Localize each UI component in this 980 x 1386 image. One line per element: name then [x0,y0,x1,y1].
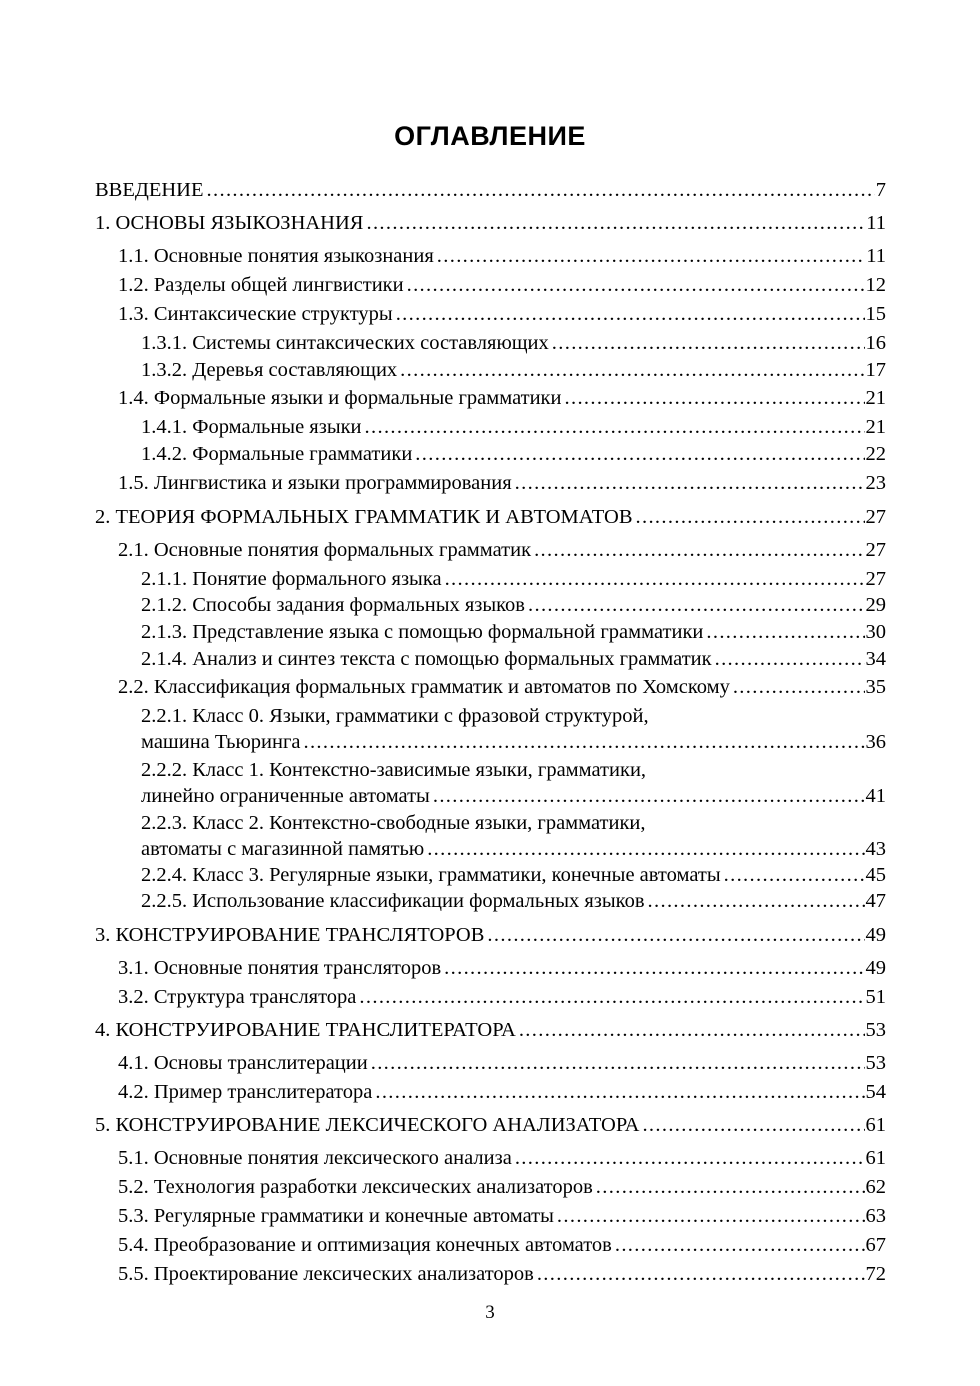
toc-entry-page: 54 [865,1081,886,1103]
dot-leader [648,887,865,915]
toc-entry-title: 1.2. Разделы общей лингвистики [118,274,404,296]
toc-entry[interactable] [118,1231,886,1259]
dot-leader [552,329,865,357]
toc-entry-page: 11 [866,212,886,234]
toc-entry-title: машина Тьюринга [141,731,301,753]
toc-entry-page: 35 [865,676,886,698]
toc-entry-title: 1.4. Формальные языки и формальные грамматики [118,387,562,409]
toc-entry[interactable] [141,861,886,889]
toc-entry[interactable] [95,209,886,237]
toc-entry[interactable] [118,673,886,701]
dot-leader [445,565,865,593]
toc-entry[interactable] [141,782,886,810]
toc-entry-page: 62 [865,1176,886,1198]
dot-leader [537,1260,865,1288]
toc-entry-first-line: 2.2.2. Класс 1. Контекстно-зависимые языки, грамматики, [141,759,647,781]
dot-leader [427,835,864,863]
dot-leader [366,209,865,237]
toc-entry-title: 2.1.1. Понятие формального языка [141,568,442,590]
toc-entry-page: 17 [865,359,886,381]
toc-entry[interactable] [141,618,886,646]
toc-entry[interactable] [141,413,886,441]
toc-entry-page: 16 [865,332,886,354]
toc-entry-page: 29 [865,594,886,616]
toc-entry[interactable] [141,591,886,619]
toc-entry-page: 53 [865,1052,886,1074]
dot-leader [596,1173,865,1201]
toc-entry-title: 1.1. Основные понятия языкознания [118,245,434,267]
toc-entry-page: 11 [866,245,886,267]
toc-entry-first-line: 2.2.3. Класс 2. Контекстно-свободные языки, грамматики, [141,812,646,834]
dot-leader [303,728,864,756]
toc-entry[interactable] [118,1049,886,1077]
toc-entry-page: 27 [865,539,886,561]
toc-entry[interactable] [141,728,886,756]
toc-entry-title: 3. КОНСТРУИРОВАНИЕ ТРАНСЛЯТОРОВ [95,924,485,946]
toc-entry-title: ВВЕДЕНИЕ [95,179,204,201]
dot-leader [415,440,864,468]
toc-entry-page: 27 [865,568,886,590]
toc-entry[interactable] [118,983,886,1011]
toc-entry-title: 1. ОСНОВЫ ЯЗЫКОЗНАНИЯ [95,212,364,234]
toc-entry-page: 63 [865,1205,886,1227]
toc-entry-first-line: 2.2.1. Класс 0. Языки, грамматики с фразовой структурой, [141,705,649,727]
toc-entry-page: 7 [875,179,886,201]
toc-entry-page: 34 [865,648,886,670]
toc-entry-page: 22 [865,443,886,465]
toc-entry[interactable] [141,440,886,468]
toc-entry-page: 45 [865,864,886,886]
toc-entry-page: 36 [865,731,886,753]
dot-leader [715,645,865,673]
toc-entry-page: 12 [865,274,886,296]
toc-entry-title: 5. КОНСТРУИРОВАНИЕ ЛЕКСИЧЕСКОГО АНАЛИЗАТОРА [95,1114,640,1136]
toc-entry[interactable] [118,1078,886,1106]
dot-leader [207,176,875,204]
dot-leader [519,1016,865,1044]
toc-entry-title: 2.2. Классификация формальных грамматик и автоматов по Хомскому [118,676,730,698]
dot-leader [359,983,864,1011]
dot-leader [444,954,864,982]
toc-entry[interactable] [118,469,886,497]
toc-entry-title: 5.5. Проектирование лексических анализаторов [118,1263,534,1285]
toc-entry[interactable] [95,921,886,949]
toc-entry-title: 4. КОНСТРУИРОВАНИЕ ТРАНСЛИТЕРАТОРА [95,1019,516,1041]
toc-entry[interactable] [118,271,886,299]
toc-entry-page: 67 [865,1234,886,1256]
toc-entry-page: 15 [865,303,886,325]
dot-leader [400,356,864,384]
toc-entry[interactable] [118,536,886,564]
dot-leader [615,1231,865,1259]
toc-entry-title: 1.5. Лингвистика и языки программирования [118,472,512,494]
toc-entry[interactable] [95,1111,886,1139]
toc-entry-page: 27 [865,506,886,528]
toc-entry-page: 41 [865,785,886,807]
toc-entry[interactable] [118,384,886,412]
toc-entry-title: 5.4. Преобразование и оптимизация конечных автоматов [118,1234,612,1256]
dot-leader [642,1111,864,1139]
toc-entry-page: 51 [865,986,886,1008]
dot-leader [515,469,865,497]
dot-leader [433,782,865,810]
toc-entry-page: 43 [865,838,886,860]
toc-entry-title: автоматы с магазинной памятью [141,838,425,860]
dot-leader [375,1078,864,1106]
toc-entry-title: 2.1. Основные понятия формальных грамматик [118,539,532,561]
dot-leader [706,618,864,646]
toc-entry[interactable] [118,300,886,328]
dot-leader [636,503,865,531]
toc-entry-page: 49 [865,957,886,979]
toc-entry-title: 1.3.1. Системы синтаксических составляющих [141,332,549,354]
page-title: ОГЛАВЛЕНИЕ [394,121,586,151]
toc-entry-page: 23 [865,472,886,494]
toc-entry-title: 1.3. Синтаксические структуры [118,303,393,325]
dot-leader [733,673,865,701]
toc-entry-title: 5.2. Технология разработки лексических анализаторов [118,1176,593,1198]
toc-entry-page: 49 [865,924,886,946]
toc-entry[interactable] [118,242,886,270]
dot-leader [724,861,865,889]
dot-leader [557,1202,865,1230]
toc-entry[interactable] [141,887,886,915]
toc-entry-title: 1.4.2. Формальные грамматики [141,443,413,465]
dot-leader [407,271,865,299]
toc-entry-title: 1.4.1. Формальные языки [141,416,362,438]
toc-entry-page: 47 [865,890,886,912]
toc-entry-title: 2.2.4. Класс 3. Регулярные языки, грамматики, конечные автоматы [141,864,721,886]
toc-entry[interactable] [141,835,886,863]
toc-entry[interactable] [95,176,886,204]
toc-entry-page: 61 [865,1147,886,1169]
toc-entry-title: 5.3. Регулярные грамматики и конечные автоматы [118,1205,554,1227]
dot-leader [487,921,864,949]
toc-entry-page: 53 [865,1019,886,1041]
toc-entry-page: 21 [865,416,886,438]
toc-entry[interactable] [118,1202,886,1230]
toc-entry[interactable] [118,954,886,982]
toc-entry[interactable] [118,1144,886,1172]
toc-entry[interactable] [141,565,886,593]
toc-entry-page: 61 [865,1114,886,1136]
toc-entry-page: 72 [865,1263,886,1285]
toc-entry-title: линейно ограниченные автоматы [141,785,430,807]
toc-entry-title: 2.2.5. Использование классификации формальных языков [141,890,645,912]
toc-entry[interactable] [95,503,886,531]
toc-entry[interactable] [118,1173,886,1201]
toc-entry-title: 4.2. Пример транслитератора [118,1081,373,1103]
dot-leader [565,384,865,412]
dot-leader [365,413,865,441]
toc-entry-title: 2.1.4. Анализ и синтез текста с помощью формальных грамматик [141,648,712,670]
dot-leader [437,242,865,270]
toc-entry-title: 5.1. Основные понятия лексического анализа [118,1147,512,1169]
toc-entry-title: 4.1. Основы транслитерации [118,1052,368,1074]
toc-entry[interactable] [141,356,886,384]
toc-entry-title: 1.3.2. Деревья составляющих [141,359,398,381]
toc-entry-title: 2.1.3. Представление языка с помощью формальной грамматики [141,621,704,643]
toc-entry[interactable] [95,1016,886,1044]
toc-entry-page: 30 [865,621,886,643]
dot-leader [396,300,865,328]
dot-leader [515,1144,865,1172]
dot-leader [534,536,864,564]
toc-entry-title: 3.2. Структура транслятора [118,986,357,1008]
toc-entry-title: 2. ТЕОРИЯ ФОРМАЛЬНЫХ ГРАММАТИК И АВТОМАТОВ [95,506,633,528]
dot-leader [371,1049,865,1077]
toc-entry-page: 21 [865,387,886,409]
toc-entry[interactable] [141,329,886,357]
toc-entry[interactable] [118,1260,886,1288]
toc-entry[interactable] [141,645,886,673]
dot-leader [528,591,865,619]
toc-entry-title: 3.1. Основные понятия трансляторов [118,957,442,979]
toc-entry-title: 2.1.2. Способы задания формальных языков [141,594,525,616]
page-number: 3 [485,1302,495,1323]
